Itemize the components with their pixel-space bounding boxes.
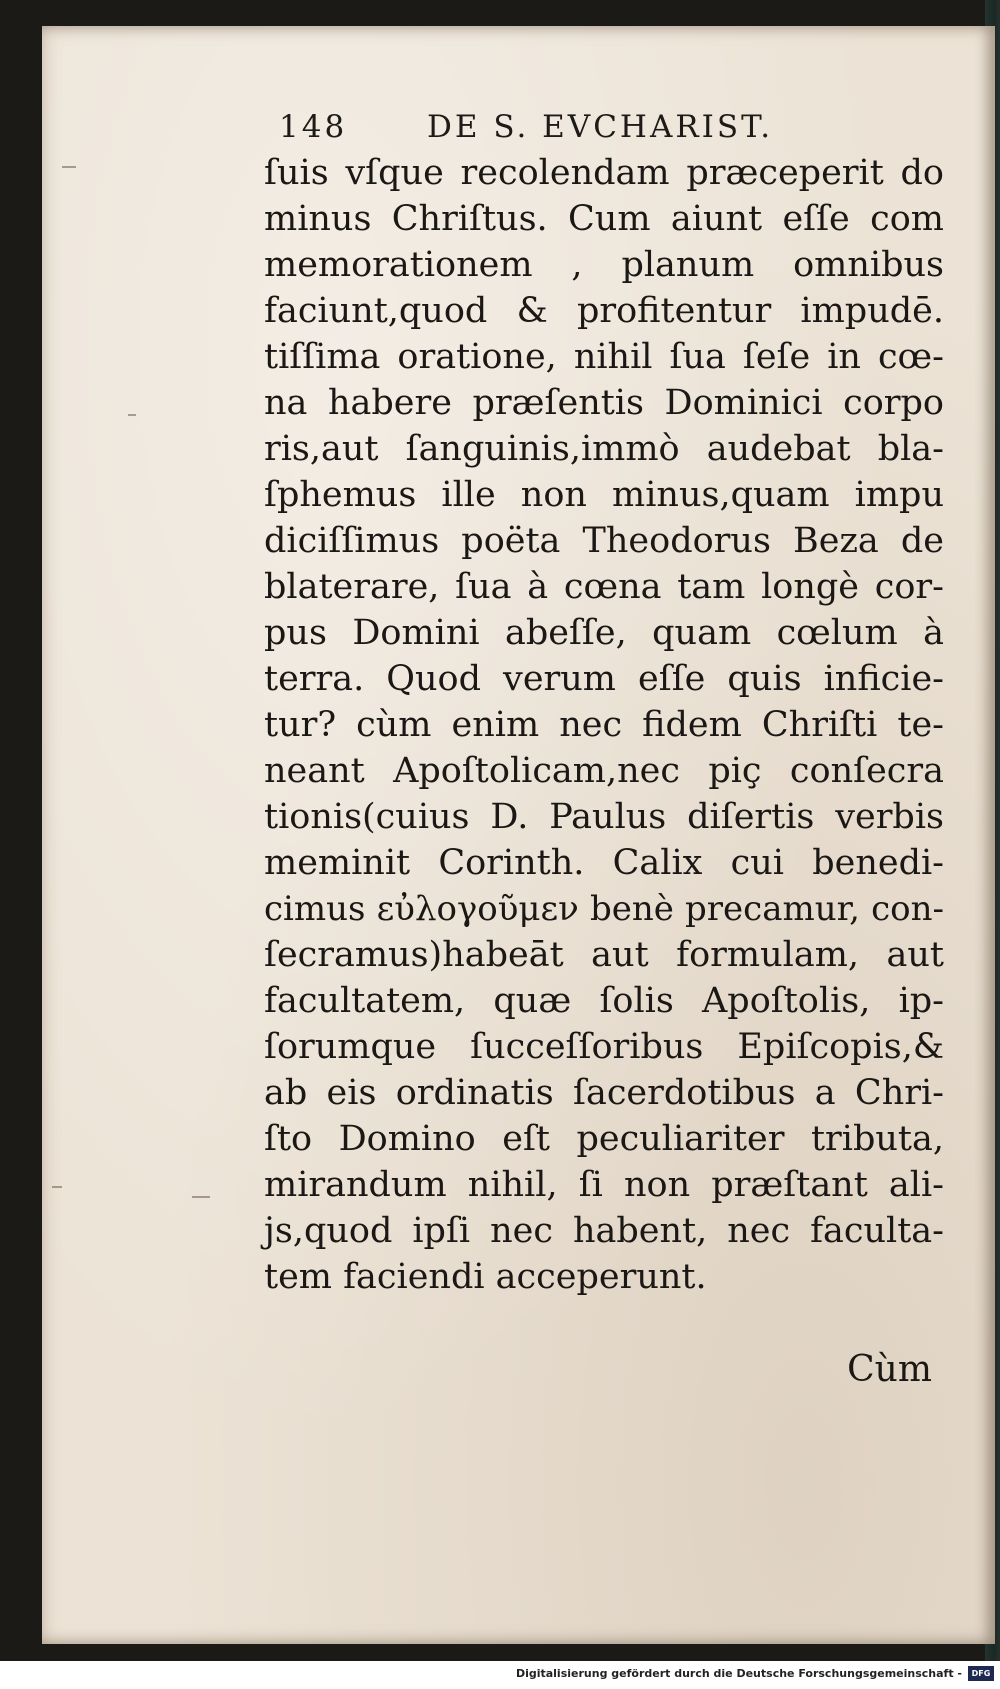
text-line: meminit Corinth. Calix cui benedi- [264,843,944,883]
running-title: DE S. EVCHARIST. [427,109,774,145]
page-blemish [192,1196,210,1198]
text-line: neant Apoſtolicam,nec piç conſecra [264,751,944,791]
text-line: terra. Quod verum eſſe quis inficie- [264,659,944,699]
text-line: ſorumque ſucceſſoribus Epiſcopis,& [264,1027,944,1067]
text-line: ris,aut ſanguinis,immò audebat bla- [264,429,944,469]
text-line: ſuis vſque recolendam præceperit do [264,153,944,193]
text-line: tem faciendi acceperunt. [264,1257,707,1297]
catchword: Cùm [847,1349,932,1390]
text-line: faciunt,quod & profitentur impudē. [264,291,944,331]
text-line: tionis(cuius D. Paulus diſertis verbis [264,797,944,837]
text-line: ſto Domino eſt peculiariter tributa, [264,1119,944,1159]
text-line: facultatem, quæ ſolis Apoſtolis, ip- [264,981,944,1021]
page-blemish [52,1186,62,1188]
dfg-logo-icon: DFG [968,1666,994,1681]
text-line: ſphemus ille non minus,quam impu [264,475,944,515]
page-blemish [128,414,136,416]
funding-credit: Digitalisierung gefördert durch die Deutsche Forschungsgemeinschaft - [515,1667,962,1680]
text-line: tur? cùm enim nec fidem Chriſti te- [264,705,944,745]
text-line: mirandum nihil, ſi non præſtant ali- [264,1165,944,1205]
text-line: blaterare, ſua à cœna tam longè cor- [264,567,944,607]
running-head [279,109,819,151]
digitization-footer [0,1661,1000,1689]
page-blemish [62,166,76,168]
text-line: na habere præſentis Dominici corpo [264,383,944,423]
text-line: ſecramus)habeāt aut formulam, aut [264,935,944,975]
text-line: minus Chriſtus. Cum aiunt eſſe com [264,199,944,239]
text-line: pus Domini abeſſe, quam cœlum à [264,613,944,653]
text-line: tiſſima oratione, nihil ſua ſeſe in cœ- [264,337,944,377]
text-line: ab eis ordinatis ſacerdotibus a Chri- [264,1073,944,1113]
text-line: cimus εὐλογοῦμεν benè precamur, con- [264,889,944,929]
text-line: diciſſimus poëta Theodorus Beza de [264,521,944,561]
text-line: js,quod ipſi nec habent, nec faculta- [264,1211,944,1251]
page-number: 148 [279,109,348,145]
text-line: memorationem , planum omnibus [264,245,944,285]
body-text [264,150,944,1300]
